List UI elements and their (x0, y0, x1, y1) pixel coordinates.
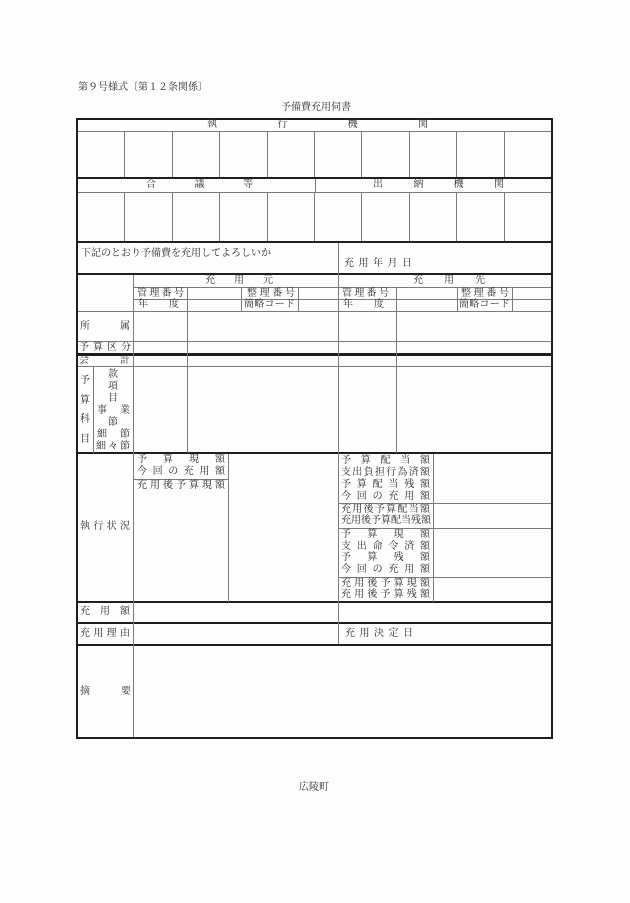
label-char: 額 (419, 529, 430, 540)
budget-item-level-sub-sub-setsu (96, 441, 130, 453)
label-char: 理 (259, 288, 270, 299)
label-char: 現 (406, 578, 417, 589)
grid-line (78, 341, 551, 342)
label-char: 用 (444, 275, 454, 286)
treasury-header (373, 179, 504, 191)
label-char: 済 (408, 467, 419, 478)
destination-fiscal-year-label (343, 299, 384, 311)
label-char: ド (285, 299, 295, 310)
label-char: 配 (372, 479, 383, 490)
label-char: 充 (80, 628, 90, 639)
executing-agency-seal-cell (220, 132, 267, 177)
budget-item-level-moku: 目 (108, 393, 118, 404)
label-char: 残 (406, 589, 417, 600)
destination-status-item (341, 552, 430, 564)
label-char: 由 (119, 628, 130, 639)
destination-status-item (341, 479, 430, 491)
grid-line (228, 454, 229, 602)
label-char: 予 (79, 342, 89, 353)
source-status-item (137, 466, 225, 478)
destination-status-item (341, 589, 430, 601)
grid-line (396, 288, 397, 453)
label-char: 当 (400, 455, 411, 466)
executing-agency-seal-cell (78, 132, 125, 177)
destination-management-number-field (397, 288, 457, 299)
label-char: 現 (202, 480, 212, 491)
label-char: 用 (234, 275, 244, 286)
label-char: 令 (388, 541, 399, 552)
label-char: 要 (121, 686, 131, 697)
label-char: 日 (403, 628, 413, 639)
source-fiscal-year-label (138, 299, 179, 311)
source-management-number-field (188, 288, 241, 299)
label-char: 用 (199, 466, 210, 477)
label-char: 額 (214, 466, 225, 477)
grid-line (78, 311, 551, 312)
destination-status-item (341, 491, 430, 503)
label-char: 用 (358, 258, 369, 269)
label-char: 回 (356, 491, 367, 502)
municipality-name: 広陵町 (299, 782, 329, 793)
label-char: 配 (380, 455, 391, 466)
label-char: 号 (498, 288, 509, 299)
label-char: の (372, 564, 383, 575)
destination-fiscal-year-field (397, 300, 457, 311)
label-char: 略 (469, 299, 480, 310)
destination-status-item (341, 515, 430, 527)
label-char: 理 (106, 628, 117, 639)
label-char: 算 (356, 479, 367, 490)
label-char: 今 (341, 564, 351, 575)
label-char: 理 (149, 288, 160, 299)
label-char: コ (264, 299, 275, 310)
label-char: 現 (393, 529, 404, 540)
label-char: 算 (80, 394, 90, 406)
label-char: 日 (402, 258, 412, 269)
executing-agency-seal-cell (173, 132, 220, 177)
label-char: 予 (341, 479, 351, 490)
label-char: 号 (378, 288, 389, 299)
label-char: 摘 (80, 686, 90, 697)
label-char: 充 (388, 491, 399, 502)
label-char: 合 (146, 179, 156, 190)
label-char: 現 (189, 454, 199, 465)
label-char: 充 (183, 466, 194, 477)
label-char: 用 (100, 606, 110, 617)
label-char: 番 (486, 288, 497, 299)
destination-short-code-field (513, 300, 551, 311)
label-char: 会 (79, 355, 89, 366)
treasury-seal-cell (315, 193, 362, 241)
label-char: 額 (419, 552, 430, 563)
label-char: 算 (393, 589, 404, 600)
label-char: 用 (150, 480, 160, 491)
label-char: 算 (163, 454, 173, 465)
label-char: ー (274, 299, 285, 310)
label-char: 番 (161, 288, 172, 299)
label-char: 充 (341, 515, 351, 526)
grid-line (433, 454, 434, 602)
executing-agency-seal-row (78, 132, 551, 177)
label-char: 号 (284, 288, 295, 299)
destination-status-item (341, 529, 430, 541)
budget-item-level-sub-setsu (97, 429, 130, 441)
label-char: 年 (343, 299, 353, 310)
label-char: 行 (386, 467, 397, 478)
label-char: 後 (363, 504, 374, 515)
label-char: 配 (391, 515, 401, 526)
label-char: 科 (80, 414, 90, 426)
account-label (79, 355, 130, 367)
label-char: 年 (373, 258, 383, 269)
destination-status-item (341, 467, 430, 479)
label-char: 負 (363, 467, 374, 478)
source-short-code-field (299, 300, 338, 311)
source-reference-number-field (299, 288, 338, 299)
label-char: 充 (413, 275, 423, 286)
label-char: 納 (413, 179, 424, 190)
treasury-seal-cell (505, 193, 551, 241)
label-char: 充 (344, 258, 354, 269)
label-char: 額 (421, 515, 431, 526)
label-char: 事 (97, 405, 107, 416)
source-status-item (137, 480, 225, 492)
budget-item-label (79, 375, 91, 446)
label-char: 議 (194, 179, 205, 190)
label-char: 予 (380, 589, 391, 600)
treasury-seal-cell (457, 193, 504, 241)
label-char: 額 (419, 589, 430, 600)
grid-line (78, 366, 551, 367)
label-char: 定 (388, 628, 399, 639)
label-char: 決 (374, 628, 384, 639)
grid-line (338, 243, 339, 644)
label-char: 当 (408, 504, 419, 515)
label-char: 目 (80, 433, 90, 445)
label-char: 区 (107, 342, 117, 353)
treasury-seal-cell (362, 193, 409, 241)
label-char: 用 (354, 578, 365, 589)
label-char: の (372, 491, 383, 502)
label-char: 為 (397, 467, 408, 478)
label-char: ー (489, 299, 500, 310)
label-char: 予 (380, 578, 391, 589)
source-status-item (137, 454, 225, 466)
council-seal-cell (173, 193, 220, 241)
label-char: 額 (419, 491, 430, 502)
label-char: 充 (388, 564, 399, 575)
grid-line-thick (78, 353, 551, 356)
label-char: 算 (367, 552, 378, 563)
label-char: 機 (347, 119, 358, 130)
label-char: 略 (254, 299, 265, 310)
source-fiscal-year-field (188, 300, 241, 311)
budget-item-level-setsu: 節 (108, 417, 118, 428)
label-char: 簡 (459, 299, 469, 310)
label-char: 用 (404, 491, 415, 502)
label-char: 額 (419, 564, 430, 575)
label-char: 予 (176, 480, 186, 491)
label-char: 支 (341, 467, 351, 478)
executing-agency-seal-cell (362, 132, 409, 177)
label-char: 予 (80, 375, 90, 386)
destination-reference-number-field (513, 288, 551, 299)
label-char: 後 (367, 589, 378, 600)
label-char: 当 (388, 479, 399, 490)
label-char: 細 (97, 429, 107, 440)
executing-agency-seal-cell (268, 132, 315, 177)
executing-agency-seal-cell (125, 132, 172, 177)
council-seal-cell (268, 193, 315, 241)
label-char: 簡 (244, 299, 254, 310)
label-char: 額 (419, 479, 430, 490)
label-char: 用 (404, 564, 415, 575)
label-char: 充 (137, 480, 147, 491)
label-char: 後 (361, 515, 371, 526)
label-char: ド (500, 299, 510, 310)
label-char: 管 (342, 288, 352, 299)
label-char: 充 (341, 504, 351, 515)
label-char: 額 (419, 578, 430, 589)
label-char: 残 (404, 479, 415, 490)
label-char: 執 (207, 119, 217, 130)
label-char: 充 (80, 606, 90, 617)
label-char: 担 (374, 467, 385, 478)
grid-line (457, 288, 458, 311)
label-char: コ (479, 299, 490, 310)
budget-item-level-project (97, 405, 130, 417)
label-char: 用 (352, 504, 363, 515)
label-char: 況 (119, 521, 130, 532)
label-char: 出 (373, 179, 383, 190)
council-seal-cell (78, 193, 125, 241)
label-char: 関 (417, 119, 428, 130)
label-char: 算 (189, 480, 199, 491)
label-char: 額 (419, 504, 430, 515)
label-char: 出 (352, 467, 363, 478)
council-header (146, 179, 253, 191)
label-char: 額 (215, 480, 225, 491)
council-treasury-seal-row (78, 193, 551, 241)
label-char: 管 (137, 288, 147, 299)
label-char: の (168, 466, 179, 477)
label-char: 額 (419, 467, 430, 478)
label-char: 額 (419, 541, 430, 552)
label-char: 行 (277, 119, 288, 130)
label-char: 予 (374, 504, 385, 515)
transfer-reason-field (134, 624, 338, 644)
label-char: 回 (152, 466, 163, 477)
label-char: 算 (386, 504, 397, 515)
executing-agency-seal-cell (410, 132, 457, 177)
label-char: 行 (93, 521, 104, 532)
label-char: 理 (354, 288, 365, 299)
label-char: 整 (461, 288, 471, 299)
label-char: 算 (93, 342, 103, 353)
label-char: 号 (173, 288, 184, 299)
label-char: 配 (397, 504, 408, 515)
label-char: 番 (366, 288, 377, 299)
label-char: 度 (169, 299, 179, 310)
label-char: 年 (138, 299, 148, 310)
label-char: 業 (120, 405, 130, 416)
source-short-code-label (244, 299, 295, 311)
summary-field (134, 646, 551, 737)
label-char: 執 (80, 521, 90, 532)
label-char: 充 (341, 589, 351, 600)
label-char: 算 (360, 455, 371, 466)
label-char: 用 (354, 589, 365, 600)
council-seal-cell (220, 193, 267, 241)
label-char: 残 (393, 552, 404, 563)
decision-date-field (415, 624, 551, 644)
label-char: 回 (356, 564, 367, 575)
source-transfer-amount-field (134, 603, 338, 622)
budget-item-level-kou: 項 (108, 381, 118, 392)
label-char: 算 (367, 529, 378, 540)
label-char: 算 (381, 515, 391, 526)
label-char: 細 (96, 441, 106, 452)
label-char: 支 (341, 541, 351, 552)
label-char: 所 (80, 321, 90, 332)
label-char: 残 (411, 515, 421, 526)
label-char: 関 (493, 179, 504, 190)
label-char: 用 (93, 628, 104, 639)
label-char: 予 (137, 454, 147, 465)
label-char: 用 (351, 515, 361, 526)
form-number: 第９号様式〔第１２条関係〕 (78, 82, 208, 93)
label-char: 後 (163, 480, 173, 491)
grid-line (241, 288, 242, 311)
label-char: 今 (341, 491, 351, 502)
council-seal-cell (125, 193, 172, 241)
label-char: 済 (404, 541, 415, 552)
label-char: 今 (137, 466, 147, 477)
label-char: 先 (475, 275, 485, 286)
executing-agency-seal-cell (505, 132, 551, 177)
label-char: 番 (272, 288, 283, 299)
transfer-date-label (344, 258, 412, 270)
label-char: 々 (108, 441, 118, 452)
label-char: 後 (367, 578, 378, 589)
label-char: 理 (473, 288, 484, 299)
treasury-seal-cell (410, 193, 457, 241)
destination-status-item (341, 455, 430, 467)
source-header (205, 275, 273, 287)
label-char: 予 (341, 455, 351, 466)
budget-category-label (79, 342, 131, 354)
executing-agency-seal-cell (315, 132, 362, 177)
summary-label (80, 686, 131, 698)
label-char: 整 (247, 288, 257, 299)
decision-date-label (345, 628, 413, 640)
label-char: 機 (453, 179, 464, 190)
label-char: 充 (341, 578, 351, 589)
transfer-date-field (415, 243, 551, 273)
transfer-reason-label (80, 628, 130, 640)
label-char: 充 (205, 275, 215, 286)
executing-agency-seal-cell (457, 132, 504, 177)
label-char: 額 (215, 454, 225, 465)
label-char: 予 (341, 529, 351, 540)
label-char: 額 (420, 455, 430, 466)
execution-status-label (80, 521, 130, 533)
form-title: 予備費充用伺書 (281, 102, 351, 113)
label-char: 節 (120, 441, 130, 452)
destination-transfer-amount-field (339, 603, 551, 622)
label-char: 用 (359, 628, 370, 639)
destination-short-code-label (459, 299, 510, 311)
label-char: 出 (356, 541, 367, 552)
label-char: 元 (263, 275, 273, 286)
label-char: 算 (393, 578, 404, 589)
label-char: 予 (371, 515, 381, 526)
label-char: 計 (120, 355, 130, 366)
grid-line (187, 288, 188, 453)
label-char: 充 (345, 628, 355, 639)
label-char: 度 (374, 299, 384, 310)
label-char: 節 (120, 429, 130, 440)
request-statement: 下記のとおり予備費を充用してよろしいか (81, 248, 271, 259)
destination-status-item (341, 564, 430, 576)
budget-item-level-kan: 款 (108, 369, 118, 380)
label-char: 分 (121, 342, 131, 353)
executing-agency-header (207, 119, 428, 131)
transfer-amount-label (80, 606, 130, 618)
label-char: 額 (120, 606, 130, 617)
label-char: 属 (120, 321, 130, 332)
label-char: 命 (372, 541, 383, 552)
label-char: 状 (106, 521, 117, 532)
label-char: 等 (243, 179, 253, 190)
label-char: 当 (401, 515, 411, 526)
destination-header (413, 275, 485, 287)
department-label (80, 321, 130, 333)
label-char: 予 (341, 552, 351, 563)
label-char: 月 (387, 258, 398, 269)
